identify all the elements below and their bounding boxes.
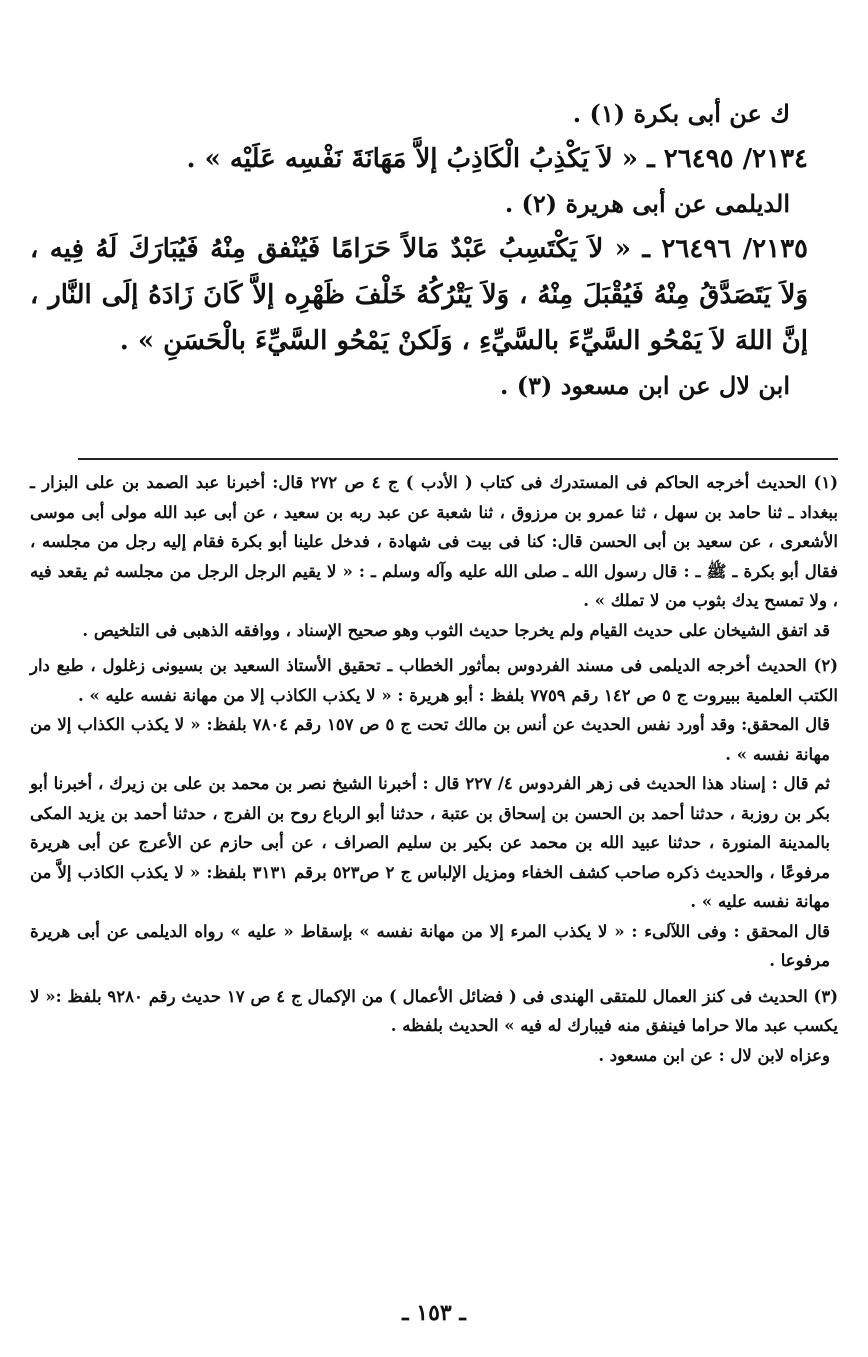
source-line: ك عن أبى بكرة (١) . [572,99,790,128]
footnote-1 [30,468,838,645]
source-line: الديلمى عن أبى هريرة (٢) . [504,189,790,218]
source-line: ابن لال عن ابن مسعود (٣) . [500,371,790,400]
hadith-2134: ٢١٣٤/ ٢٦٤٩٥ ـ « لاَ يَكْذِبُ الْكَاذِبُ إلاَّ مَهَانَةَ نَفْسِه عَلَيْه » . [186,144,808,174]
footnote-paragraph: (٣) الحديث فى كنز العمال للمتقى الهندى فى ( فضائل الأعمال ) من الإكمال ج ٤ ص ١٧ حديث رقم ٩٢٨٠ بلفظ :« لا يكسب عبد مالا حراما فينفق منه فيبارك له فيه » الحديث بلفظه . [30,986,838,1035]
page-number: ـ ١٥٣ ـ [402,1300,466,1326]
footnote-paragraph: ثم قال : إسناد هذا الحديث فى زهر الفردوس ٤/ ٢٢٧ قال : أخبرنا الشيخ نصر بن محمد بن على بن زيرك ، أخبرنا أبو بكر بن روزبة ، حدثنا أحمد بن الحسن بن إسحاق بن عتبة ، حدثنا أبو الرباع روح بن الفرج ، حدثنا أحمد بن يزيد المكى بالمدينة المنورة ، حدثنا عبيد الله بن محمد عن بكير بن سليم الصراف ، عن أبى حازم عن الأعرج عن أبى هريرة مرفوعًا ، والحديث ذكره صاحب كشف الخفاء ومزيل الإلباس ج ٢ ص٥٢٣ برقم ٣١٣١ بلفظ: « لا يكذب الكاذب إلاَّ من مهانة نفسه عليه » . [30,774,830,911]
footnote-paragraph: (٢) الحديث أخرجه الديلمى فى مسند الفردوس بمأثور الخطاب ـ تحقيق الأستاذ السعيد بن بسيونى زغلول ، طبع دار الكتب العلمية ببيروت ج ٥ ص ١٤٢ رقم ٧٧٥٩ بلفظ : أبو هريرة : « لا يكذب الكاذب إلا من مهانة نفسه عليه » . [30,656,838,705]
footnote-paragraph: قال المحقق : وفى اللآلىء : « لا يكذب المرء إلا من مهانة نفسه » بإسقاط « عليه » رواه الديلمى عن أبى هريرة مرفوعا . [30,921,830,970]
footnote-paragraph: (١) الحديث أخرجه الحاكم فى المستدرك فى كتاب ( الأدب ) ج ٤ ص ٢٧٢ قال: أخبرنا عبد الصمد بن على البزار ـ ببغداد ـ ثنا حامد بن سهل ، ثنا عمرو بن مرزوق ، ثنا شعبة عن عبد ربه بن سعيد ، عن أبى عبد الله مولى أبى موسى الأشعرى ، عن سعيد بن أبى الحسن قال: كنا فى بيت فى شهادة ، فدخل علينا أبو بكرة فقام إليه رجل من مجلسه ، فقال أبو بكرة ـ ﷺ ـ : قال رسول الله ـ صلى الله عليه وآله وسلم ـ : « لا يقيم الرجل الرجل من مجلسه ثم يقعد فيه ، ولا تمسح يدك بثوب من لا تملك » . [30,473,838,610]
document-page [30,0,838,1357]
footnote-paragraph: قال المحقق: وقد أورد نفس الحديث عن أنس بن مالك تحت ج ٥ ص ١٥٧ رقم ٧٨٠٤ بلفظ: « لا يكذب الكذاب إلا من مهانة نفسه » . [30,715,831,764]
footnote-2 [30,651,838,976]
footnote-divider [78,458,838,460]
main-text [30,92,808,408]
hadith-2135: ٢١٣٥/ ٢٦٤٩٦ ـ « لاَ يَكْتَسِبُ عَبْدٌ مَالاً حَرَامًا فَيُنْفق مِنْهُ فَيُبَارَكَ لَهُ فِيه ، وَلاَ يَتَصَدَّقُ مِنْهُ فَيُقْبَلَ مِنْهُ ، وَلاَ يَتْرُكُهُ خَلْفَ ظَهْرِه إلاَّ كَانَ زَادَهُ إلَى النَّار ، إنَّ اللهَ لاَ يَمْحُو السَّيِّءَ بالسَّيِّءِ ، وَلَكنْ يَمْحُو السَّيِّءَ بالْحَسَنِ » . [30,234,808,356]
footnotes [30,468,838,1076]
footnote-3 [30,982,838,1071]
footnote-paragraph: قد اتفق الشيخان على حديث القيام ولم يخرجا حديث الثوب وهو صحيح الإسناد ، ووافقه الذهبى فى التلخيص . [82,620,830,640]
footnote-paragraph: وعزاه لابن لال : عن ابن مسعود . [598,1045,830,1065]
